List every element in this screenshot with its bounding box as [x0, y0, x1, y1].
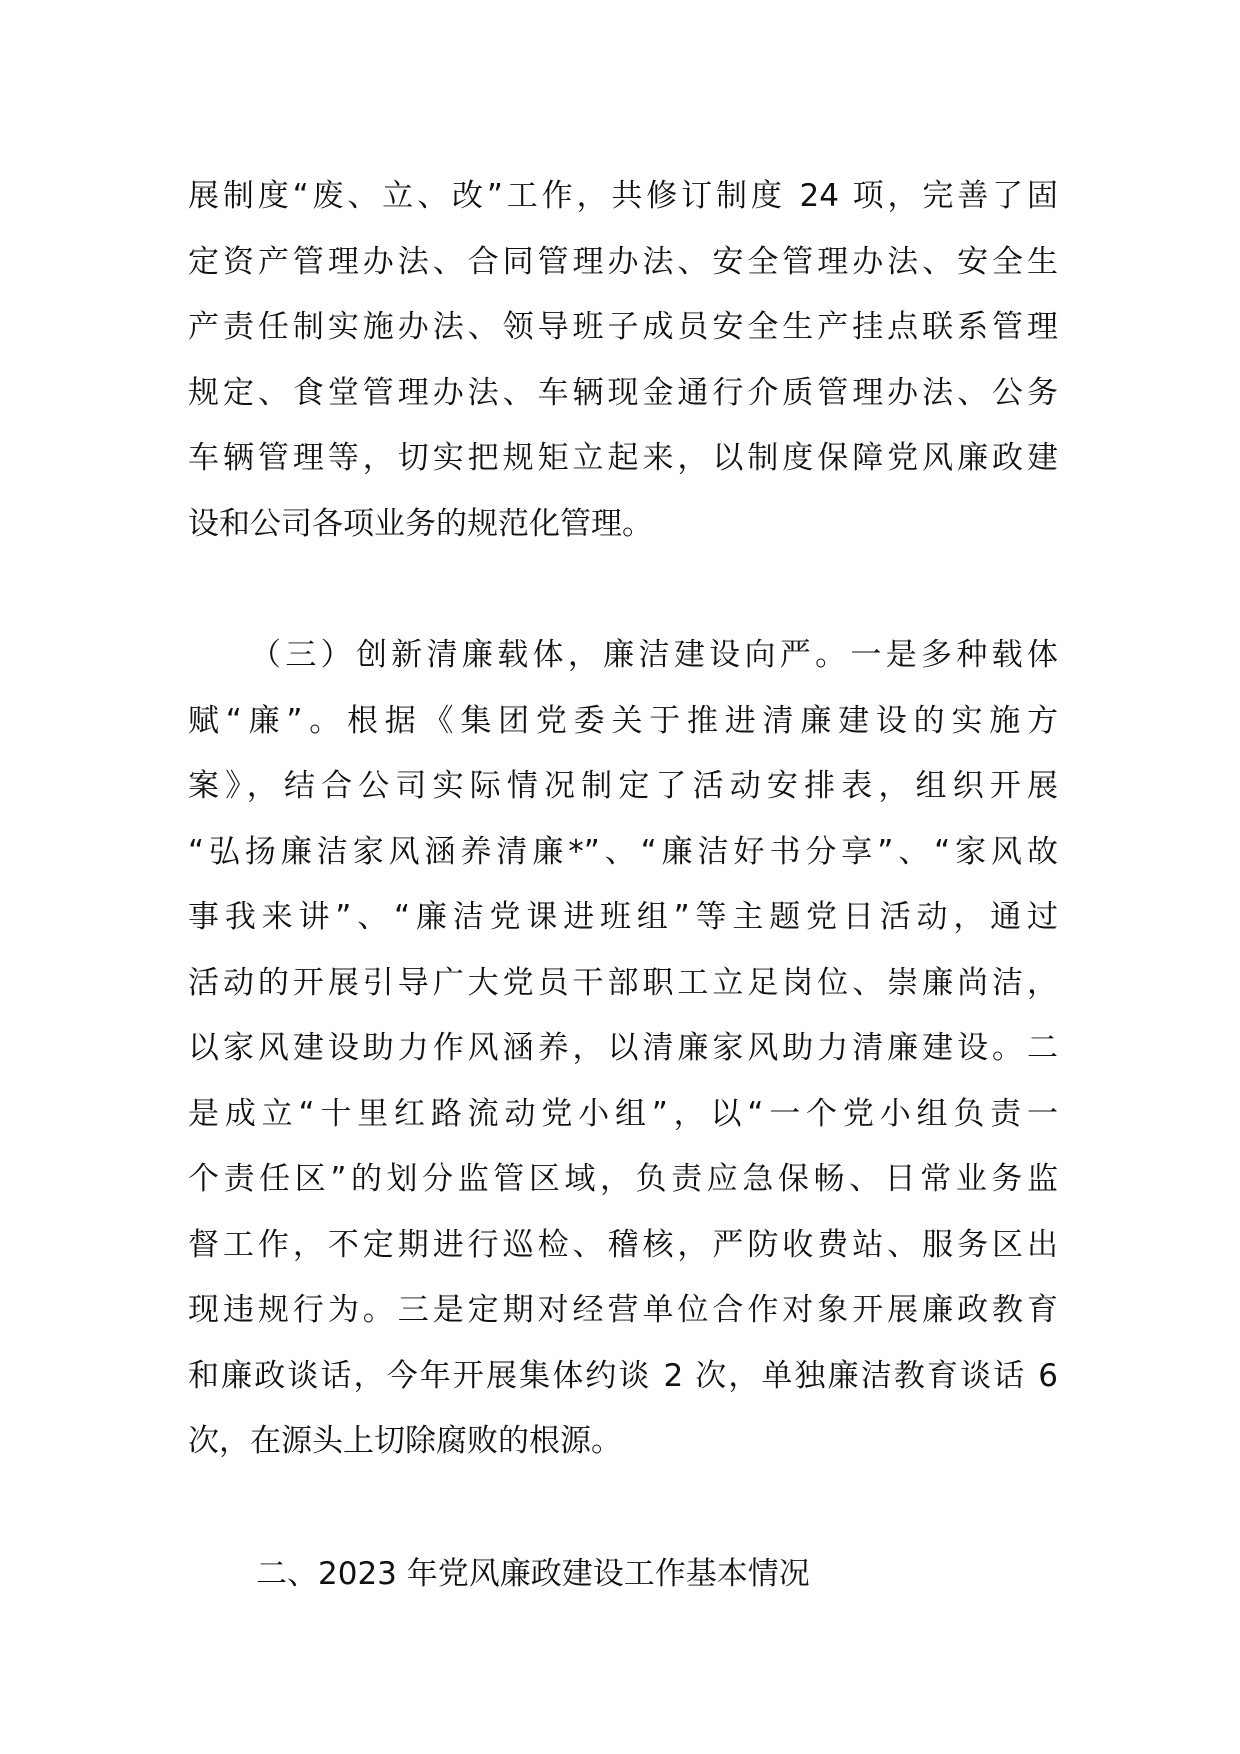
- paragraph-line: 车辆管理等，切实把规矩立起来，以制度保障党风廉政建: [188, 440, 1058, 476]
- section-heading: 二、2023 年党风廉政建设工作基本情况: [256, 1556, 810, 1592]
- paragraph-institution-building: [188, 164, 1058, 557]
- paragraph-line: （三）创新清廉载体，廉洁建设向严。一是多种载体: [250, 637, 1058, 673]
- paragraph-line: “弘扬廉洁家风涵养清廉*”、“廉洁好书分享”、“家风故: [188, 833, 1058, 870]
- paragraph-line: 督工作，不定期进行巡检、稽核，严防收费站、服务区出: [188, 1226, 1058, 1263]
- paragraph-line: 设和公司各项业务的规范化管理。: [188, 505, 653, 542]
- paragraph-line: 规定、食堂管理办法、车辆现金通行介质管理办法、公务: [188, 374, 1058, 411]
- paragraph-line: 事我来讲”、“廉洁党课进班组”等主题党日活动，通过: [188, 899, 1058, 935]
- paragraph-line: 赋“廉”。根据《集团党委关于推进清廉建设的实施方: [188, 702, 1058, 739]
- paragraph-line: 是成立“十里红路流动党小组”，以“一个党小组负责一: [188, 1095, 1058, 1132]
- paragraph-line: 产责任制实施办法、领导班子成员安全生产挂点联系管理: [188, 309, 1058, 345]
- paragraph-line: 和廉政谈话，今年开展集体约谈 2 次，单独廉洁教育谈话 6: [188, 1357, 1058, 1394]
- paragraph-line: 定资产管理办法、合同管理办法、安全管理办法、安全生: [188, 243, 1058, 280]
- paragraph-line: 现违规行为。三是定期对经营单位合作对象开展廉政教育: [188, 1292, 1058, 1328]
- paragraph-line: 个责任区”的划分监管区域，负责应急保畅、日常业务监: [188, 1161, 1058, 1197]
- paragraph-line: 以家风建设助力作风涵养，以清廉家风助力清廉建设。二: [188, 1030, 1058, 1066]
- paragraph-line: 展制度“废、立、改”工作，共修订制度 24 项，完善了固: [188, 178, 1058, 214]
- paragraph-line: 次，在源头上切除腐败的根源。: [188, 1423, 622, 1459]
- paragraph-line: 案》，结合公司实际情况制定了活动安排表，组织开展: [188, 768, 1058, 804]
- paragraph-line: 活动的开展引导广大党员干部职工立足岗位、崇廉尚洁，: [188, 964, 1058, 1001]
- paragraph-integrity-carrier: [188, 623, 1058, 1475]
